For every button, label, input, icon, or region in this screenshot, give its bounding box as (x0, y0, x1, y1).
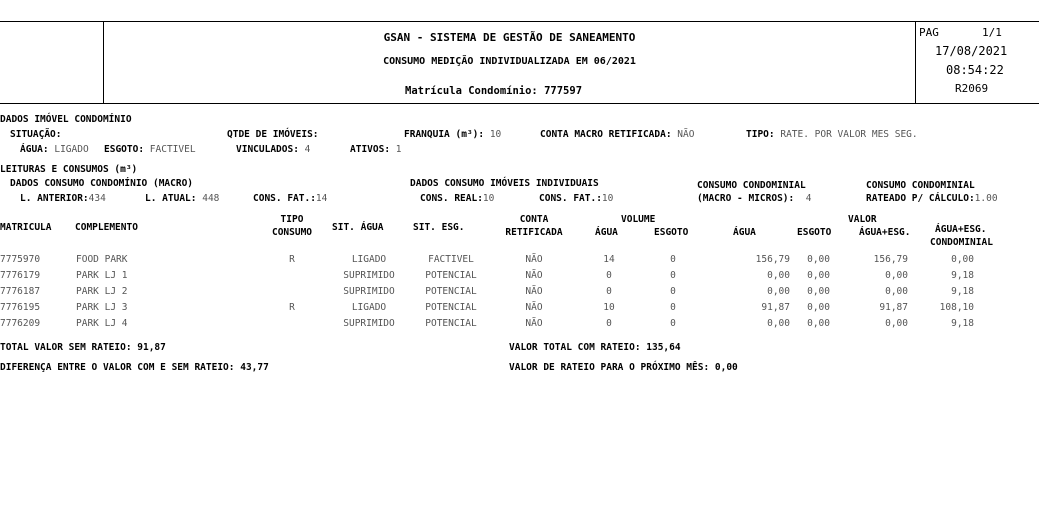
esgoto-status (104, 144, 196, 155)
ativos (350, 144, 402, 155)
cell-sit-esg: POTENCIAL (425, 302, 477, 313)
report-title: GSAN - SISTEMA DE GESTÃO DE SANEAMENTO (383, 31, 636, 44)
report-time: 08:54:22 (946, 63, 1004, 77)
cell-conta: NÃO (525, 286, 543, 297)
cons-real-value: 10 (482, 193, 495, 204)
l-anterior (20, 193, 106, 204)
report-date: 17/08/2021 (935, 44, 1008, 58)
vinculados-label: VINCULADOS: (236, 144, 299, 155)
individual-title: DADOS CONSUMO IMÓVEIS INDIVIDUAIS (410, 178, 599, 189)
cell-val-esgoto: 0,00 (807, 254, 830, 265)
cell-val-agua: 91,87 (761, 302, 790, 313)
cell-val-agua: 0,00 (767, 270, 790, 281)
vinculados (236, 144, 310, 155)
cell-sit-esg: POTENCIAL (425, 318, 477, 329)
franquia (404, 129, 501, 140)
section-imovel-title: DADOS IMÓVEL CONDOMÍNIO (0, 114, 132, 125)
col-volume: VOLUME (621, 214, 656, 225)
cell-matricula: 7776209 (0, 318, 41, 329)
cell-val-esgoto: 0,00 (807, 318, 830, 329)
cell-matricula: 7776195 (0, 302, 41, 313)
total-sem-rateio: TOTAL VALOR SEM RATEIO: 91,87 (0, 342, 166, 353)
cons-fat-individual (539, 193, 613, 204)
esgoto-value: FACTIVEL (149, 144, 196, 155)
col-matricula: MATRICULA (0, 222, 52, 233)
esgoto-label: ESGOTO: (104, 144, 145, 155)
condominial-title: CONSUMO CONDOMINIAL (697, 180, 806, 191)
conta-macro-value: NÃO (677, 129, 695, 140)
col-val-esgoto: ESGOTO (797, 227, 832, 238)
tipo-label: TIPO: (746, 129, 775, 140)
col-sit-agua: SIT. ÁGUA (332, 222, 384, 233)
l-atual-value: 448 (202, 193, 220, 204)
ativos-label: ATIVOS: (350, 144, 391, 155)
cell-sit-agua: LIGADO (351, 302, 387, 313)
cell-conta: NÃO (525, 302, 543, 313)
cell-sit-agua: SUPRIMIDO (343, 270, 395, 281)
rateio-proximo-mes: VALOR DE RATEIO PARA O PRÓXIMO MÊS: 0,00 (509, 362, 738, 373)
l-atual-label: L. ATUAL: (145, 193, 197, 204)
cell-val-esgoto: 0,00 (807, 286, 830, 297)
cell-matricula: 7776179 (0, 270, 41, 281)
cell-sit-esg: POTENCIAL (425, 270, 477, 281)
cell-val-agua-esg: 156,79 (873, 254, 908, 265)
tipo-value: RATE. POR VALOR MES SEG. (780, 129, 918, 140)
rateado-label: RATEADO P/ CÁLCULO: (866, 193, 975, 204)
cell-val-agua: 0,00 (767, 286, 790, 297)
cell-vol-agua: 0 (606, 270, 612, 281)
l-anterior-label: L. ANTERIOR: (20, 193, 89, 204)
cell-sit-esg: POTENCIAL (425, 286, 477, 297)
col-tipo-1: TIPO (280, 214, 304, 225)
macro-title: DADOS CONSUMO CONDOMÍNIO (MACRO) (10, 178, 194, 189)
report-subtitle: CONSUMO MEDIÇÃO INDIVIDUALIZADA EM 06/2021 (383, 56, 636, 67)
cell-complemento: FOOD PARK (76, 254, 128, 265)
total-com-rateio: VALOR TOTAL COM RATEIO: 135,64 (509, 342, 681, 353)
condominial-sub-label: (MACRO - MICROS): (697, 193, 795, 204)
cell-matricula: 7775970 (0, 254, 41, 265)
cell-val-esgoto: 0,00 (807, 270, 830, 281)
cell-vol-esgoto: 0 (670, 286, 676, 297)
cons-fat-value: 14 (315, 193, 328, 204)
cons-real-label: CONS. REAL: (420, 193, 483, 204)
ativos-value: 1 (395, 144, 402, 155)
cell-val-agua: 0,00 (767, 318, 790, 329)
cell-conta: NÃO (525, 254, 543, 265)
cell-val-agua: 156,79 (755, 254, 790, 265)
page-label: PAG (919, 26, 939, 39)
diferenca-rateio: DIFERENÇA ENTRE O VALOR COM E SEM RATEIO: 43,77 (0, 362, 269, 373)
cell-complemento: PARK LJ 2 (76, 286, 128, 297)
cell-sit-agua: SUPRIMIDO (343, 318, 395, 329)
l-anterior-value: 434 (88, 193, 106, 204)
cell-val-agua-esg: 91,87 (879, 302, 908, 313)
cell-complemento: PARK LJ 1 (76, 270, 128, 281)
cell-val-esgoto: 0,00 (807, 302, 830, 313)
rateado-value: 1.00 (974, 193, 998, 204)
cell-conta: NÃO (525, 318, 543, 329)
col-valor: VALOR (848, 214, 877, 225)
cell-condominial: 9,18 (951, 286, 974, 297)
cell-condominial: 0,00 (951, 254, 974, 265)
cell-val-agua-esg: 0,00 (885, 286, 908, 297)
cell-conta: NÃO (525, 270, 543, 281)
agua-status (20, 144, 89, 155)
col-conta-2: RETIFICADA (505, 227, 563, 238)
condominial-sub-value: 4 (805, 193, 812, 204)
report-code: R2069 (955, 82, 989, 95)
report-header (0, 21, 1039, 104)
matricula-value: 777597 (544, 85, 583, 97)
cell-tipo: R (289, 254, 295, 265)
col-complemento: COMPLEMENTO (75, 222, 138, 233)
matricula-condominio (405, 85, 582, 97)
l-atual (145, 193, 219, 204)
matricula-label: Matrícula Condomínio: (405, 85, 538, 97)
rateado-calculo (866, 193, 998, 204)
cell-sit-agua: SUPRIMIDO (343, 286, 395, 297)
col-cond-2: CONDOMINIAL (930, 237, 993, 248)
vinculados-value: 4 (304, 144, 311, 155)
col-vol-agua: ÁGUA (595, 227, 618, 238)
agua-value: LIGADO (54, 144, 89, 155)
ind-cons-fat-label: CONS. FAT.: (539, 193, 602, 204)
franquia-label: FRANQUIA (m³): (404, 129, 485, 140)
col-tipo-2: CONSUMO (271, 227, 313, 238)
col-vol-esgoto: ESGOTO (654, 227, 689, 238)
cell-sit-esg: FACTIVEL (428, 254, 474, 265)
col-val-agua-esg: ÁGUA+ESG. (859, 227, 911, 238)
cell-vol-esgoto: 0 (670, 318, 676, 329)
agua-label: ÁGUA: (20, 144, 49, 155)
cell-vol-agua: 0 (606, 318, 612, 329)
cell-vol-esgoto: 0 (670, 302, 676, 313)
situacao-label: SITUAÇÃO: (10, 129, 62, 140)
ind-cons-fat-value: 10 (601, 193, 614, 204)
col-cond-1: ÁGUA+ESG. (935, 224, 987, 235)
cell-vol-esgoto: 0 (670, 270, 676, 281)
cell-condominial: 9,18 (951, 270, 974, 281)
col-conta-1: CONTA (519, 214, 549, 225)
cell-val-agua-esg: 0,00 (885, 318, 908, 329)
header-divider-right (915, 22, 916, 103)
franquia-value: 10 (489, 129, 502, 140)
page-number: 1/1 (982, 26, 1002, 39)
cell-vol-esgoto: 0 (670, 254, 676, 265)
cell-condominial: 108,10 (939, 302, 974, 313)
col-sit-esg: SIT. ESG. (413, 222, 465, 233)
conta-macro (540, 129, 694, 140)
cons-fat-macro (253, 193, 327, 204)
cell-vol-agua: 10 (603, 302, 615, 313)
qtde-imoveis-label: QTDE DE IMÓVEIS: (227, 129, 319, 140)
condominial-macro-micros (697, 193, 811, 204)
cell-condominial: 9,18 (951, 318, 974, 329)
section-leituras-title: LEITURAS E CONSUMOS (m³) (0, 164, 138, 175)
cell-matricula: 7776187 (0, 286, 41, 297)
cell-sit-agua: LIGADO (351, 254, 387, 265)
rateado-title: CONSUMO CONDOMINIAL (866, 180, 975, 191)
cell-vol-agua: 14 (603, 254, 615, 265)
cell-complemento: PARK LJ 4 (76, 318, 128, 329)
cell-vol-agua: 0 (606, 286, 612, 297)
cell-complemento: PARK LJ 3 (76, 302, 128, 313)
conta-macro-label: CONTA MACRO RETIFICADA: (540, 129, 672, 140)
cell-tipo: R (289, 302, 295, 313)
cons-real (420, 193, 494, 204)
tipo (746, 129, 918, 140)
cons-fat-label: CONS. FAT.: (253, 193, 316, 204)
col-val-agua: ÁGUA (733, 227, 756, 238)
cell-val-agua-esg: 0,00 (885, 270, 908, 281)
